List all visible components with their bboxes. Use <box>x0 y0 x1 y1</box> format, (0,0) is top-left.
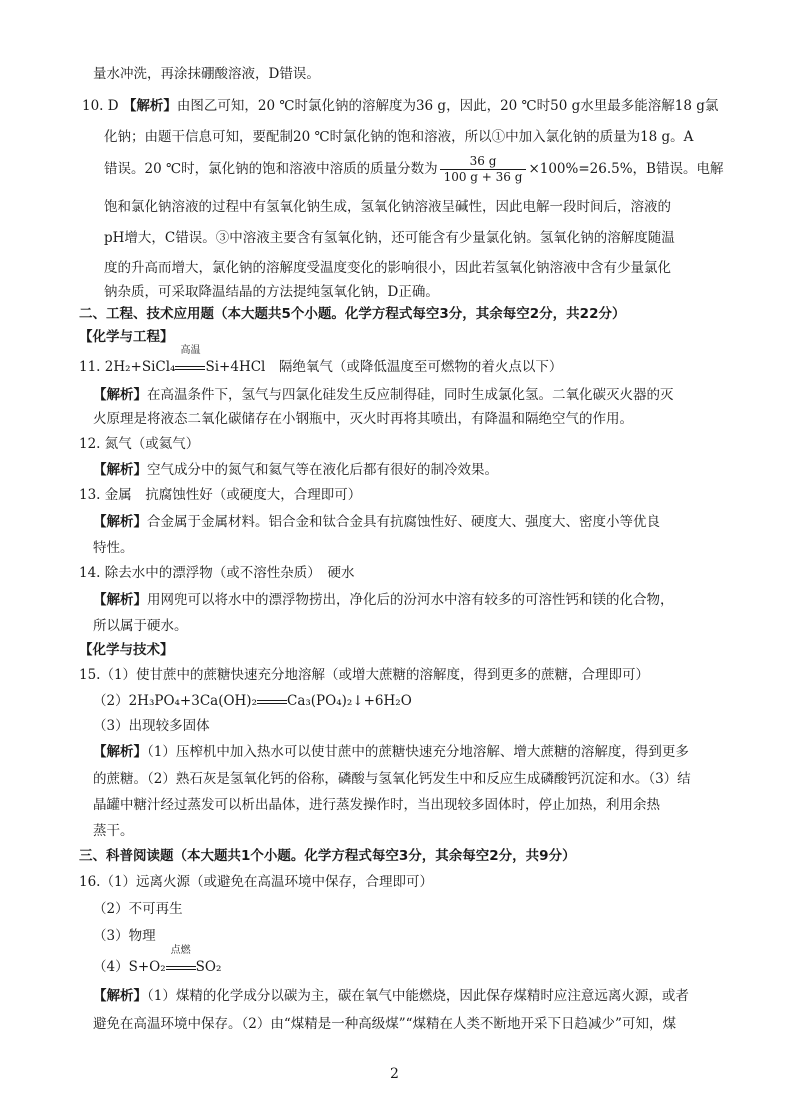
text-line: 化钠；由题干信息可知，要配制20 ℃时氯化钠的饱和溶液，所以①中加入氯化钠的质量为18 g。A <box>104 129 694 145</box>
text: 用网兜可以将水中的漂浮物捞出，净化后的汾河水中溶有较多的可溶性钙和镁的化合物， <box>147 592 674 608</box>
analysis-line <box>93 985 689 1007</box>
analysis-tag: 【解析】 <box>93 387 147 403</box>
text-line: 量水冲洗，再涂抹硼酸溶液，D错误。 <box>93 66 320 82</box>
text: 错误。20 ℃时，氯化钠的饱和溶液中溶质的质量分数为 <box>104 161 438 177</box>
text: （1）压榨机中加入热水可以使甘蔗中的蔗糖快速充分地溶解、增大蔗糖的溶解度，得到更多 <box>147 744 689 760</box>
analysis-line <box>93 589 674 611</box>
text: （1）煤精的化学成分以碳为主，碳在氧气中能燃烧，因此保存煤精时应注意远离火源，或者 <box>147 988 689 1004</box>
equation-products: Si+4HCl 隔绝氧气（或降低温度至可燃物的着火点以下） <box>205 359 563 375</box>
analysis-tag: 【解析】 <box>93 988 147 1004</box>
analysis-line <box>93 741 689 763</box>
reaction-condition <box>257 690 287 712</box>
equation-reactants: （2）2H₃PO₄+3Ca(OH)₂ <box>93 693 257 709</box>
question-10-line <box>82 95 718 117</box>
question-number: 10. D <box>82 98 119 114</box>
fraction-denominator: 100 g + 36 g <box>443 170 523 184</box>
text-line: 所以属于硬水。 <box>93 618 188 634</box>
text: 在高温条件下，氢气与四氯化硅发生反应制得硅，同时生成氯化氢。二氧化碳灭火器的灭 <box>147 387 674 403</box>
subsection-heading: 【化学与工程】 <box>79 329 174 345</box>
question-15-answer-1: 15.（1）使甘蔗中的蔗糖快速充分地溶解（或增大蔗糖的溶解度，得到更多的蔗糖，合理即可） <box>79 667 650 683</box>
question-13-answer: 13. 金属 抗腐蚀性好（或硬度大，合理即可） <box>79 487 362 503</box>
analysis-tag: 【解析】 <box>122 98 177 114</box>
equation-reactants: 11. 2H₂+SiCl₄ <box>79 359 176 375</box>
text-line: 晶罐中糖汁经过蒸发可以析出晶体，进行蒸发操作时，当出现较多固体时，停止加热，利用余热 <box>93 797 660 813</box>
reaction-condition <box>166 945 196 978</box>
analysis-tag: 【解析】 <box>93 462 147 478</box>
analysis-tag: 【解析】 <box>93 592 147 608</box>
subsection-heading: 【化学与技术】 <box>79 642 174 658</box>
page-number: 2 <box>390 1066 399 1082</box>
equals-sign <box>175 366 205 370</box>
analysis-tag: 【解析】 <box>93 514 147 530</box>
text-line: 饱和氯化钠溶液的过程中有氢氧化钠生成，氢氧化钠溶液呈碱性，因此电解一段时间后，溶液的 <box>104 199 671 215</box>
question-16-answer-3: （3）物理 <box>93 928 156 944</box>
text-line: 火原理是将液态二氧化碳储存在小钢瓶中，灭火时再将其喷出，有降温和隔绝空气的作用。 <box>93 411 633 427</box>
equation-reactants: （4）S+O₂ <box>93 959 166 975</box>
reaction-condition <box>175 345 205 378</box>
analysis-tag: 【解析】 <box>93 744 147 760</box>
analysis-line <box>93 384 674 406</box>
text-line: 蒸干。 <box>93 823 134 839</box>
question-14-answer: 14. 除去水中的漂浮物（或不溶性杂质） 硬水 <box>79 565 355 581</box>
analysis-line <box>93 511 660 533</box>
question-16-answer-1: 16.（1）远离火源（或避免在高温环境中保存，合理即可） <box>79 874 434 890</box>
text: 由图乙可知，20 ℃时氯化钠的溶解度为36 g，因此，20 ℃时50 g水里最多能溶解18 g氯 <box>176 98 719 114</box>
question-12-answer: 12. 氮气（或氦气） <box>79 436 200 452</box>
equation-products: Ca₃(PO₄)₂↓+6H₂O <box>287 693 412 709</box>
question-16-answer-4 <box>93 945 222 978</box>
text-line: 的蔗糖。（2）熟石灰是氢氧化钙的俗称，磷酸与氢氧化钙发生中和反应生成磷酸钙沉淀和水。（3）结 <box>93 771 691 787</box>
fraction-numerator: 36 g <box>440 154 527 170</box>
text-line: 钠杂质，可采取降温结晶的方法提纯氢氧化钠，D正确。 <box>104 284 439 300</box>
mass-fraction <box>440 154 527 185</box>
question-11-answer <box>79 345 563 378</box>
text-line: 避免在高温环境中保存。（2）由“煤精是一种高级煤”“煤精在人类不断地开采下日趋减少”可知，煤 <box>93 1016 676 1032</box>
question-15-answer-2 <box>93 690 412 712</box>
text-line: 特性。 <box>93 540 134 556</box>
section-heading: 三、科普阅读题（本大题共1个小题。化学方程式每空3分，其余每空2分，共9分） <box>79 848 576 864</box>
condition-label: 点燃 <box>170 945 191 956</box>
section-heading: 二、工程、技术应用题（本大题共5个小题。化学方程式每空3分，其余每空2分，共22分） <box>79 306 626 322</box>
text-line: 度的升高而增大，氯化钠的溶解度受温度变化的影响很小，因此若氢氧化钠溶液中含有少量氯化 <box>104 260 671 276</box>
question-15-answer-3: （3）出现较多固体 <box>93 718 210 734</box>
analysis-line <box>93 459 498 481</box>
fraction-line <box>104 152 723 186</box>
question-16-answer-2: （2）不可再生 <box>93 901 183 917</box>
condition-label: 高温 <box>180 345 201 356</box>
text: ×100%=26.5%，B错误。电解 <box>528 161 724 177</box>
text-line: pH增大，C错误。③中溶液主要含有氢氧化钠，还可能含有少量氯化钠。氢氧化钠的溶解度随温 <box>104 230 675 246</box>
equals-sign <box>257 700 287 704</box>
text: 合金属于金属材料。铝合金和钛合金具有抗腐蚀性好、硬度大、强度大、密度小等优良 <box>147 514 660 530</box>
equals-sign <box>166 966 196 970</box>
text: 空气成分中的氮气和氦气等在液化后都有很好的制冷效果。 <box>147 462 498 478</box>
equation-products: SO₂ <box>195 959 222 975</box>
